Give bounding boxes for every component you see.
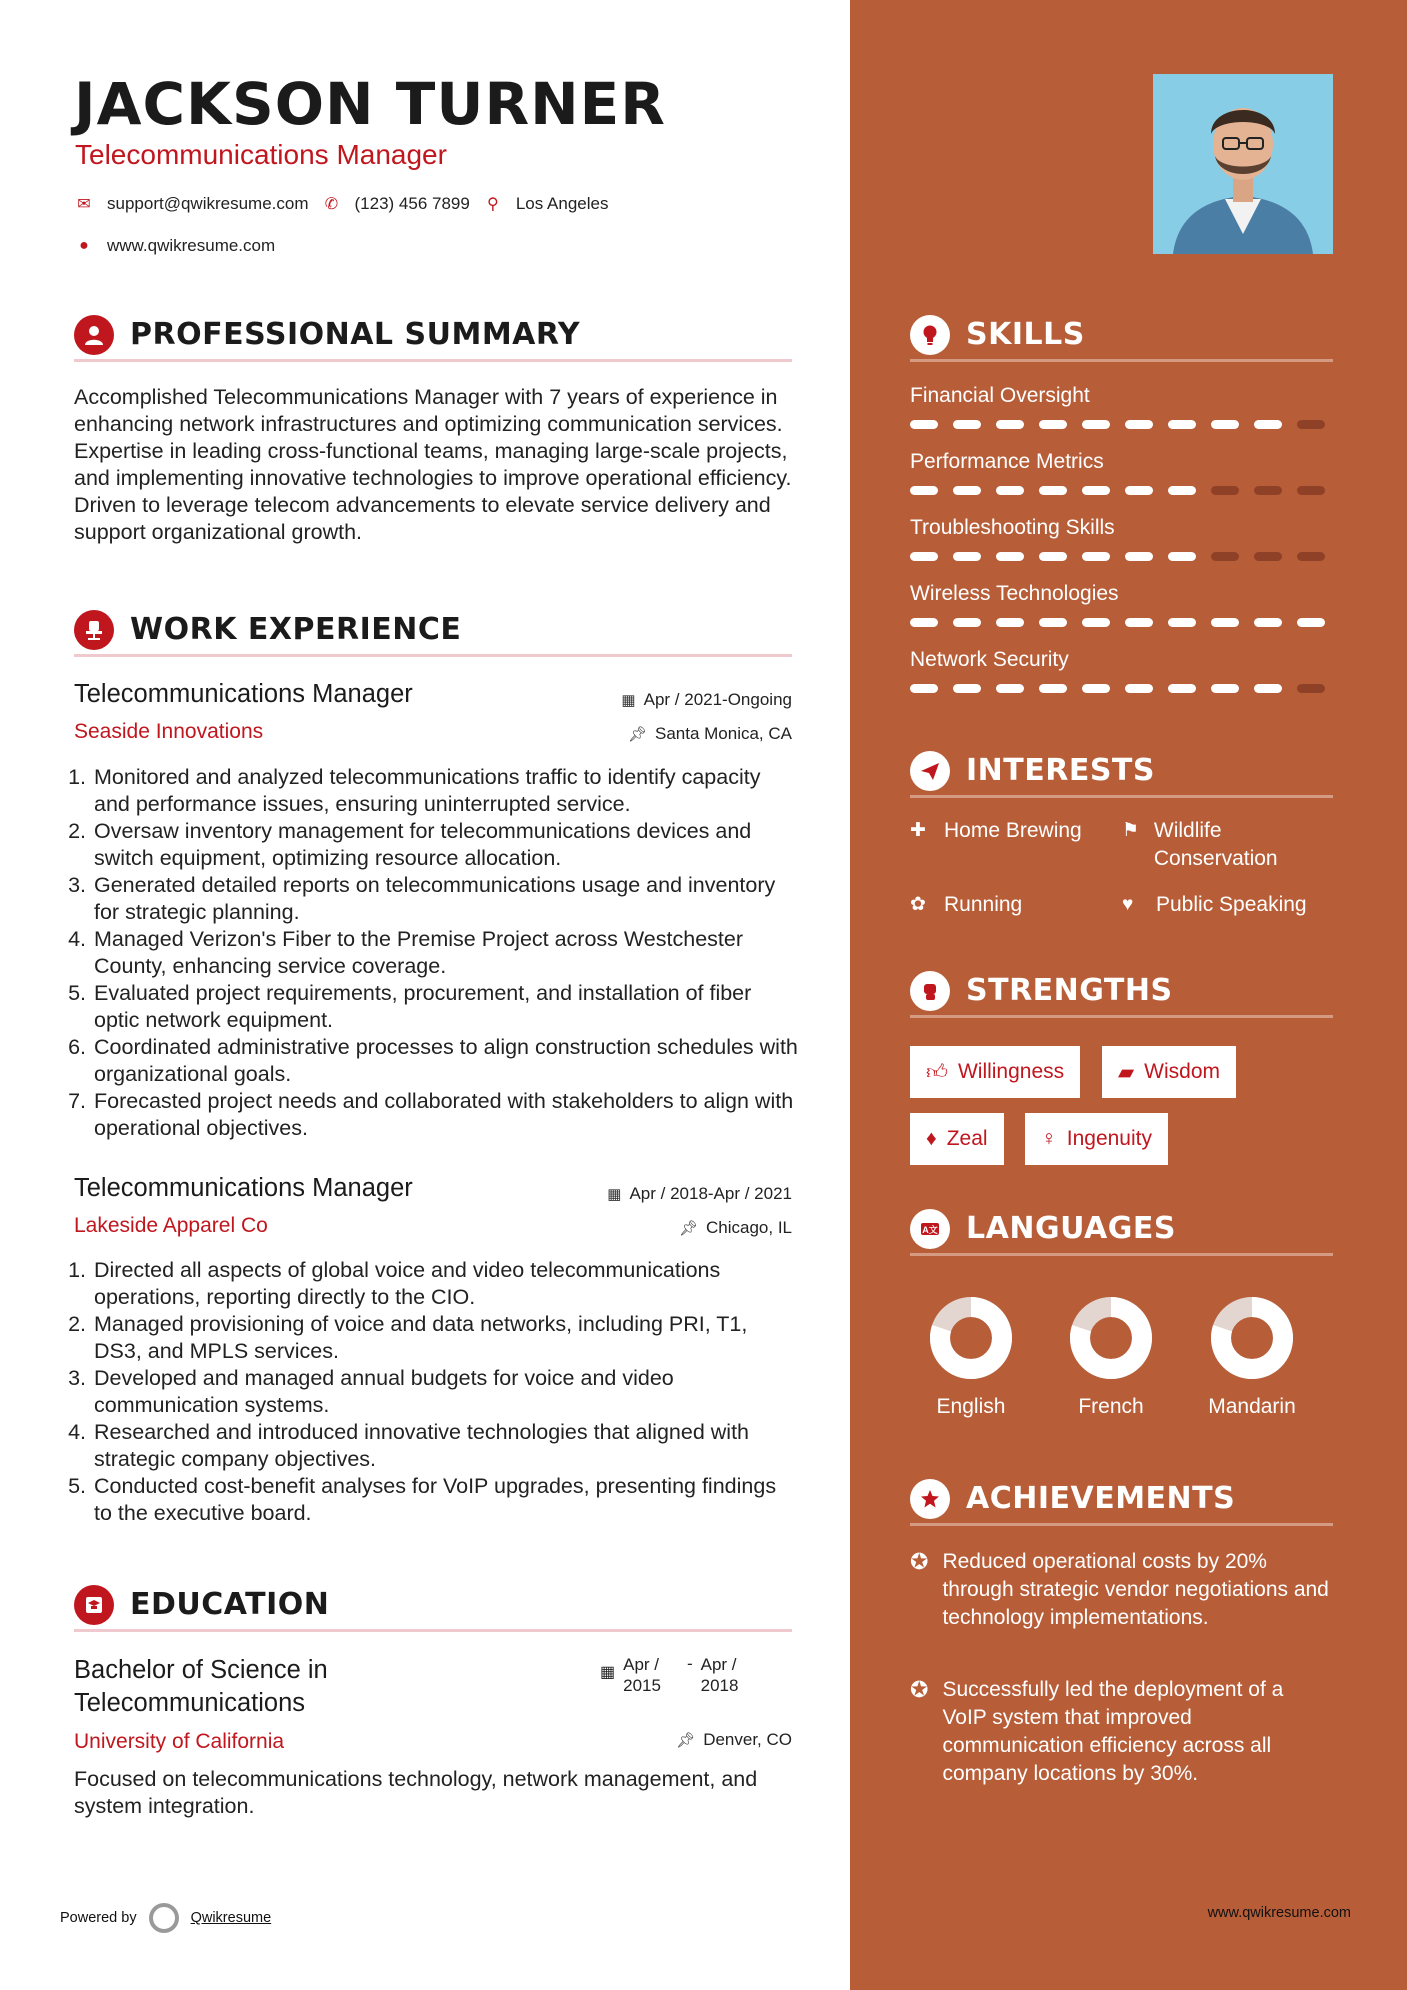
job-1-location	[628, 724, 792, 744]
achievements-heading	[910, 1474, 1333, 1526]
achievement-text: Successfully led the deployment of a VoIP system that improved communication efficiency across all company locations by 30%.	[942, 1678, 1284, 1785]
summary-heading	[74, 310, 792, 362]
skill-dot	[910, 552, 938, 561]
strength-label: Ingenuity	[1066, 1127, 1152, 1150]
skill-rating	[910, 684, 1333, 693]
location-text: Los Angeles	[515, 194, 609, 213]
job-2-company: Lakeside Apparel Co	[74, 1214, 268, 1237]
skill-dot	[953, 486, 981, 495]
language-icon	[910, 1209, 950, 1249]
interest-item	[910, 817, 1082, 845]
user-icon	[74, 315, 114, 355]
qwikresume-link[interactable]: Qwikresume	[190, 1910, 272, 1926]
education-location	[676, 1730, 792, 1750]
strength-tag	[910, 1113, 1004, 1165]
achievements-title: ACHIEVEMENTS	[966, 1481, 1236, 1516]
education-start-month: Apr /	[623, 1655, 660, 1674]
language-label: English	[936, 1395, 1006, 1418]
duty-item: 5. Evaluated project requirements, procurement, and installation of fiber optic network equipment.	[92, 980, 798, 1034]
strength-tag	[1025, 1113, 1168, 1165]
strength-tag	[1102, 1046, 1236, 1098]
duty-item: 1. Monitored and analyzed telecommunications traffic to identify capacity and performance issues, ensuring uninterrupted service.	[92, 764, 798, 818]
graduation-cap-icon	[74, 1585, 114, 1625]
thumbs-up-icon: 👍︎	[926, 1061, 948, 1084]
experience-heading	[74, 605, 792, 657]
interest-label: Public Speaking	[1156, 893, 1307, 916]
duty-item: 1. Directed all aspects of global voice and video telecommunications operations, reporting directly to the CIO.	[92, 1257, 798, 1311]
skill-dot	[1168, 552, 1196, 561]
heartbeat-icon: ♥	[1122, 894, 1134, 915]
pushpin-icon: 📌︎	[676, 1732, 696, 1749]
skill-label: Wireless Technologies	[910, 582, 1119, 605]
skill-dot	[1039, 552, 1067, 561]
achievement-item	[910, 1548, 1333, 1632]
paw-icon: ✿	[910, 894, 926, 915]
skill-dot	[1039, 420, 1067, 429]
achievement-text: Reduced operational costs by 20% through strategic vendor negotiations and technology implementations.	[942, 1550, 1329, 1629]
interest-item	[1122, 891, 1307, 919]
skill-label: Financial Oversight	[910, 384, 1090, 407]
strength-label: Wisdom	[1144, 1060, 1220, 1083]
star-icon: ✪	[910, 1677, 929, 1702]
education-end-year: 2018	[700, 1676, 739, 1695]
candidate-role: Telecommunications Manager	[75, 139, 447, 170]
flag-icon: ⚑	[1122, 820, 1140, 841]
strengths-title: STRENGTHS	[966, 973, 1173, 1008]
skill-dot	[1082, 552, 1110, 561]
interest-item	[910, 891, 1022, 919]
skill-item	[910, 384, 1333, 429]
skill-dot	[1082, 618, 1110, 627]
footer-powered-by	[60, 1903, 271, 1933]
job-1-location-text: Santa Monica, CA	[654, 724, 792, 743]
language-item	[906, 1296, 1036, 1419]
skill-dot	[1125, 486, 1153, 495]
candidate-name: JACKSON TURNER	[74, 70, 666, 138]
summary-title: PROFESSIONAL SUMMARY	[130, 317, 581, 352]
strengths-heading	[910, 966, 1333, 1018]
skill-dot	[1039, 618, 1067, 627]
skill-dot	[953, 420, 981, 429]
language-donut	[1069, 1296, 1153, 1380]
language-label: Mandarin	[1208, 1395, 1296, 1418]
summary-text: Accomplished Telecommunications Manager with 7 years of experience in enhancing network infrastructures and optimizing communication services. Expertise in leading cross-functional teams, managing large-scale projects, and implementing innovative technologies to improve operational efficiency. Driven to leverage telecom advancements to elevate service delivery and support organizational growth.	[74, 385, 792, 544]
job-2-dates-text: Apr / 2018-Apr / 2021	[629, 1184, 792, 1203]
skill-dot	[1082, 684, 1110, 693]
interest-label: Running	[944, 893, 1023, 916]
interests-title: INTERESTS	[966, 753, 1155, 788]
skill-dot	[1168, 618, 1196, 627]
skill-dot	[1039, 684, 1067, 693]
skill-dot	[910, 420, 938, 429]
education-end-month: Apr /	[700, 1655, 737, 1674]
fist-icon	[910, 971, 950, 1011]
duty-item: 2. Oversaw inventory management for telecommunications devices and switch equipment, optimizing resource allocation.	[92, 818, 798, 872]
skill-dot	[1254, 420, 1282, 429]
education-start	[623, 1654, 661, 1696]
skill-dot	[996, 420, 1024, 429]
strength-tag	[910, 1046, 1080, 1098]
duty-item: 7. Forecasted project needs and collaborated with stakeholders to align with operational objectives.	[92, 1088, 798, 1142]
skill-label: Troubleshooting Skills	[910, 516, 1115, 539]
education-start-year: 2015	[623, 1676, 661, 1695]
job-2-location	[679, 1218, 792, 1238]
duty-item: 4. Managed Verizon's Fiber to the Premise Project across Westchester County, enhancing service coverage.	[92, 926, 798, 980]
pushpin-icon: 📌︎	[627, 726, 647, 743]
skill-dot	[1125, 684, 1153, 693]
star-badge-icon	[910, 1479, 950, 1519]
skill-dot	[1297, 618, 1325, 627]
svg-text:A文: A文	[922, 1224, 938, 1235]
powered-by-text: Powered by	[60, 1910, 137, 1926]
languages-title: LANGUAGES	[966, 1211, 1176, 1246]
skill-dot	[953, 552, 981, 561]
skill-dot	[1211, 486, 1239, 495]
globe-icon: ●	[79, 237, 89, 254]
phone-icon: ✆	[324, 196, 339, 213]
skill-dot	[953, 618, 981, 627]
office-chair-icon	[74, 610, 114, 650]
school-name: University of California	[74, 1730, 285, 1753]
skill-dot	[1082, 486, 1110, 495]
skill-dot	[996, 684, 1024, 693]
skill-dot	[1297, 420, 1325, 429]
skill-rating	[910, 552, 1333, 561]
skill-dot	[1125, 618, 1153, 627]
skill-item	[910, 516, 1333, 561]
skill-dot	[1211, 552, 1239, 561]
education-heading	[74, 1580, 792, 1632]
lightbulb-icon: ♀	[1041, 1127, 1057, 1150]
skill-dot	[1254, 486, 1282, 495]
calendar-icon: ▦	[607, 1186, 622, 1203]
calendar-icon: ▦	[600, 1664, 616, 1681]
contact-row	[75, 194, 608, 214]
calendar-icon: ▦	[621, 692, 636, 709]
skill-dot	[1125, 552, 1153, 561]
skill-dot	[1297, 486, 1325, 495]
skill-dot	[1297, 552, 1325, 561]
language-label: French	[1078, 1395, 1144, 1418]
duty-item: 5. Conducted cost-benefit analyses for VoIP upgrades, presenting findings to the executive board.	[92, 1473, 798, 1527]
flame-icon: ♦	[926, 1127, 937, 1150]
skill-dot	[1254, 684, 1282, 693]
job-2-title: Telecommunications Manager	[74, 1174, 413, 1202]
skill-dot	[1039, 486, 1067, 495]
skill-dot	[1168, 420, 1196, 429]
star-icon: ✪	[910, 1549, 929, 1574]
job-1-dates-text: Apr / 2021-Ongoing	[643, 690, 792, 709]
education-date-separator: -	[686, 1654, 693, 1673]
skill-dot	[1125, 420, 1153, 429]
language-item	[1046, 1296, 1176, 1419]
job-2-dates	[607, 1184, 792, 1204]
education-title: EDUCATION	[130, 1587, 330, 1622]
footer-site[interactable]: www.qwikresume.com	[1207, 1905, 1351, 1921]
interest-label: Home Brewing	[944, 819, 1082, 842]
languages-heading	[910, 1204, 1333, 1256]
skill-dot	[1168, 684, 1196, 693]
skill-rating	[910, 420, 1333, 429]
strength-label: Zeal	[946, 1127, 988, 1150]
skill-rating	[910, 618, 1333, 627]
pushpin-icon: 📌︎	[678, 1220, 698, 1237]
job-1-dates	[621, 690, 792, 710]
job-2-duties	[68, 1257, 798, 1527]
email-link[interactable]: support@qwikresume.com	[107, 194, 309, 213]
skill-label: Performance Metrics	[910, 450, 1104, 473]
language-donut	[929, 1296, 1013, 1380]
interests-heading	[910, 746, 1333, 798]
job-2-location-text: Chicago, IL	[706, 1218, 792, 1237]
skill-item	[910, 582, 1333, 627]
skill-dot	[910, 486, 938, 495]
duty-item: 6. Coordinated administrative processes to align construction schedules with organizational goals.	[92, 1034, 798, 1088]
job-1-title: Telecommunications Manager	[74, 680, 413, 708]
achievement-item	[910, 1676, 1333, 1788]
website-row	[75, 236, 275, 256]
skill-dot	[1297, 684, 1325, 693]
skill-dot	[1168, 486, 1196, 495]
duty-item: 2. Managed provisioning of voice and data networks, including PRI, T1, DS3, and MPLS services.	[92, 1311, 798, 1365]
language-item	[1187, 1296, 1317, 1419]
interest-label: Wildlife Conservation	[1153, 819, 1278, 870]
skill-dot	[1211, 618, 1239, 627]
skill-dot	[953, 684, 981, 693]
strength-label: Willingness	[957, 1060, 1065, 1083]
envelope-icon: ✉	[77, 196, 91, 213]
skill-dot	[996, 486, 1024, 495]
skill-dot	[1211, 684, 1239, 693]
profile-photo	[1153, 74, 1333, 254]
skill-dot	[996, 552, 1024, 561]
qwikresume-logo-icon	[149, 1903, 179, 1933]
website-link[interactable]: www.qwikresume.com	[107, 236, 276, 255]
skill-item	[910, 648, 1333, 693]
skill-dot	[1254, 618, 1282, 627]
experience-title: WORK EXPERIENCE	[130, 612, 462, 647]
education-end	[701, 1654, 739, 1696]
education-dates	[600, 1654, 738, 1696]
job-1-duties	[68, 764, 798, 1142]
skill-dot	[1254, 552, 1282, 561]
skill-dot	[910, 684, 938, 693]
skill-rating	[910, 486, 1333, 495]
skill-dot	[996, 618, 1024, 627]
skill-dot	[1211, 420, 1239, 429]
skill-item	[910, 450, 1333, 495]
education-description: Focused on telecommunications technology, network management, and system integration.	[74, 1767, 758, 1818]
book-icon: ▰	[1118, 1060, 1135, 1084]
duty-item: 4. Researched and introduced innovative technologies that aligned with strategic company objectives.	[92, 1419, 798, 1473]
skill-label: Network Security	[910, 648, 1069, 671]
education-location-text: Denver, CO	[703, 1730, 792, 1749]
job-1-company: Seaside Innovations	[74, 720, 264, 743]
duty-item: 3. Generated detailed reports on telecommunications usage and inventory for strategic planning.	[92, 872, 798, 926]
skills-heading	[910, 310, 1333, 362]
phone-number: (123) 456 7899	[354, 194, 470, 213]
skill-dot	[910, 618, 938, 627]
paper-plane-icon	[910, 751, 950, 791]
lightbulb-icon	[910, 315, 950, 355]
duty-item: 3. Developed and managed annual budgets for voice and video communication systems.	[92, 1365, 798, 1419]
interest-item	[1122, 817, 1332, 873]
puzzle-icon: ✚	[910, 820, 926, 841]
skills-title: SKILLS	[966, 317, 1085, 352]
map-pin-icon: ⚲	[486, 196, 499, 213]
degree-title: Bachelor of Science in Telecommunications	[74, 1656, 328, 1717]
skill-dot	[1082, 420, 1110, 429]
language-donut	[1210, 1296, 1294, 1380]
